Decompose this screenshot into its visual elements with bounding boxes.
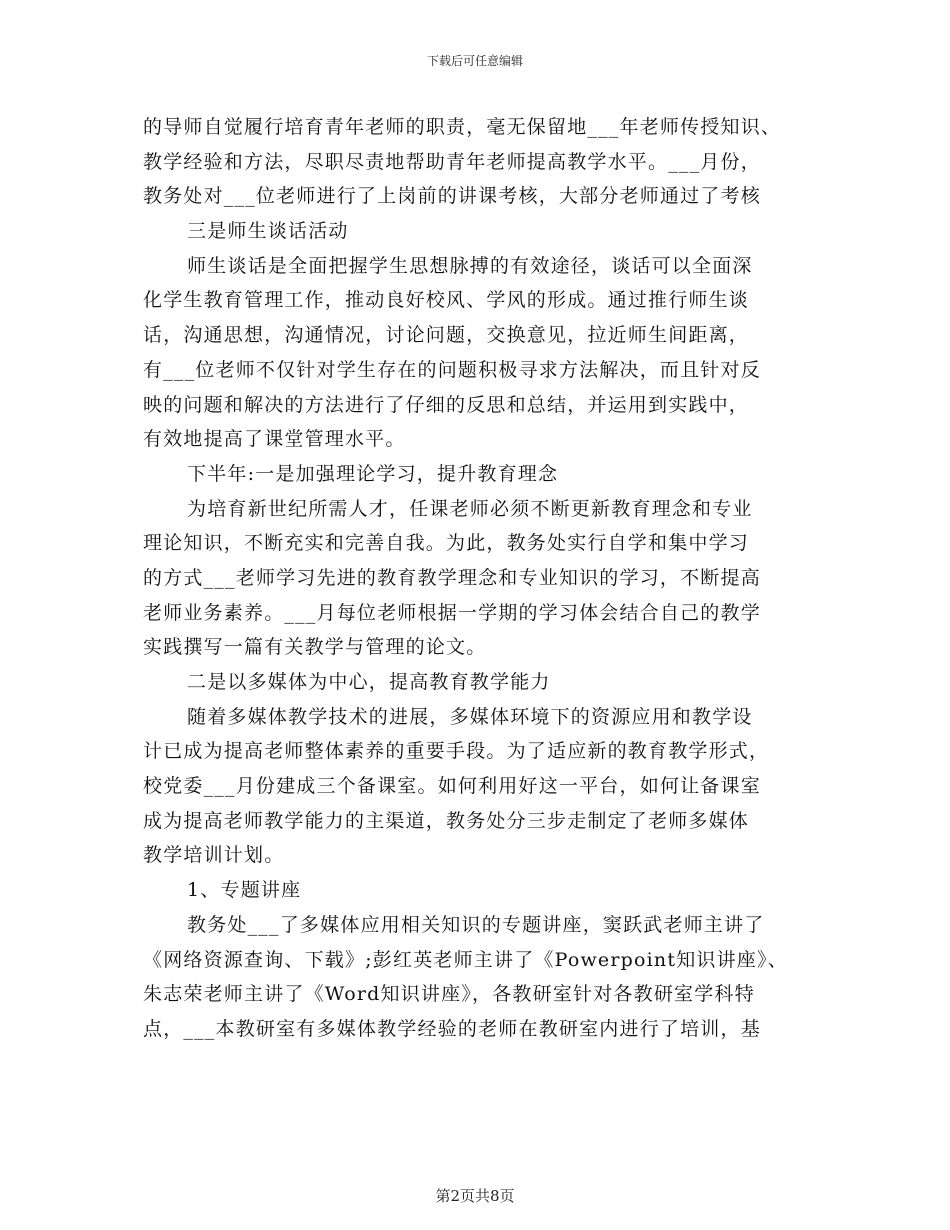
text-line: 化学生教育管理工作，推动良好校风、学风的形成。通过推行师生谈	[143, 289, 750, 312]
paragraph-start: 教务处___了多媒体应用相关知识的专题讲座，窦跃武老师主讲了	[187, 913, 765, 936]
paragraph-start: 为培育新世纪所需人才，任课老师必须不断更新教育理念和专业	[187, 497, 753, 520]
text-line: 教学培训计划。	[143, 844, 285, 867]
text-line: 点，___本教研室有多媒体教学经验的老师在教研室内进行了培训，基	[143, 1017, 761, 1040]
text-line: 朱志荣老师主讲了《Word知识讲座》，各教研室针对各教研室学科特	[143, 983, 755, 1006]
page-header: 下载后可任意编辑	[426, 54, 523, 68]
text-line: 老师业务素养。___月每位老师根据一学期的学习体会结合自己的教学	[143, 601, 761, 624]
text-line: 《网络资源查询、下载》;彭红英老师主讲了《Powerpoint知识讲座》、	[143, 948, 788, 971]
text-line: 校党委___月份建成三个备课室。如何利用好这一平台，如何让备课室	[143, 775, 761, 798]
text-line: 理论知识，不断充实和完善自我。为此，教务处实行自学和集中学习	[143, 532, 750, 555]
text-line: 计已成为提高老师整体素养的重要手段。为了适应新的教育教学形式，	[143, 740, 770, 763]
section-heading: 下半年:一是加强理论学习，提升教育理念	[187, 462, 559, 485]
text-line: 教务处对___位老师进行了上岗前的讲课考核，大部分老师通过了考核	[143, 185, 761, 208]
section-heading: 三是师生谈话活动	[187, 220, 349, 243]
paragraph-start: 师生谈话是全面把握学生思想脉搏的有效途径，谈话可以全面深	[187, 254, 753, 277]
text-line: 有效地提高了课堂管理水平。	[143, 428, 406, 451]
section-heading: 1、专题讲座	[187, 879, 302, 902]
text-line: 映的问题和解决的方法进行了仔细的反思和总结，并运用到实践中，	[143, 393, 750, 416]
text-line: 的方式___老师学习先进的教育教学理念和专业知识的学习，不断提高	[143, 566, 761, 589]
text-line: 教学经验和方法，尽职尽责地帮助青年老师提高教学水平。___月份，	[143, 150, 761, 173]
text-line: 成为提高老师教学能力的主渠道，教务处分三步走制定了老师多媒体	[143, 809, 750, 832]
page-footer: 第2页共8页	[435, 1187, 515, 1205]
text-line: 有___位老师不仅针对学生存在的问题积极寻求方法解决，而且针对反	[143, 358, 761, 381]
text-line: 实践撰写一篇有关教学与管理的论文。	[143, 636, 487, 659]
paragraph-start: 随着多媒体教学技术的进展，多媒体环境下的资源应用和教学设	[187, 705, 753, 728]
document-body	[143, 110, 823, 1047]
section-heading: 二是以多媒体为中心，提高教育教学能力	[187, 671, 551, 693]
text-line: 的导师自觉履行培育青年老师的职责，毫无保留地___年老师传授知识、	[143, 116, 782, 138]
text-line: 话，沟通思想，沟通情况，讨论问题，交换意见，拉近师生间距离，	[143, 324, 750, 347]
